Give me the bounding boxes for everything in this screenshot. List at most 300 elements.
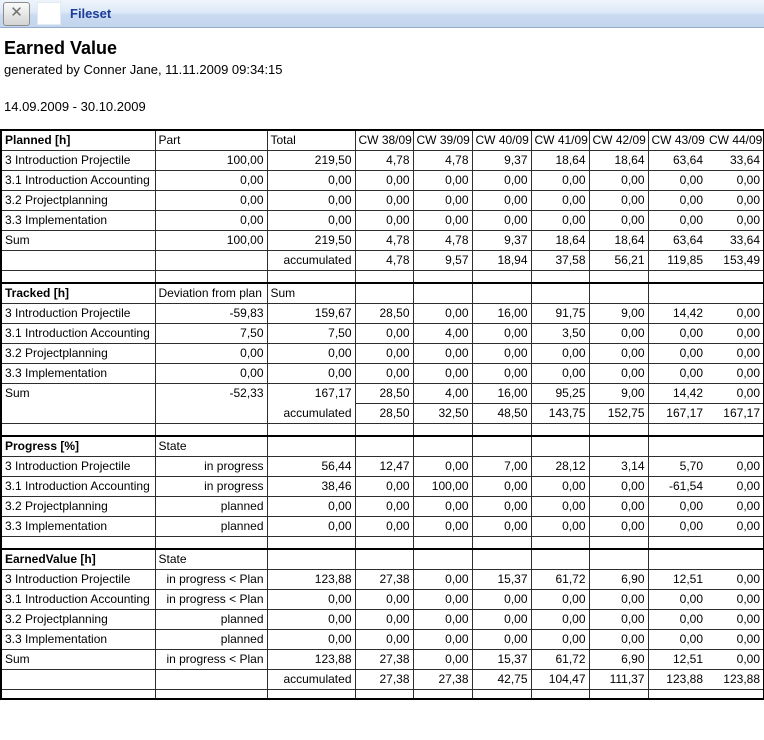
value-cell: 0,00 — [472, 343, 531, 363]
column-header-cell — [355, 436, 413, 456]
value-cell: 9,37 — [472, 150, 531, 170]
value-cell: 9,00 — [589, 383, 648, 403]
spacer-cell — [648, 536, 706, 549]
value-cell: 219,50 — [267, 230, 355, 250]
value-cell: 0,00 — [531, 496, 589, 516]
value-cell: 27,38 — [355, 669, 413, 689]
column-header-cell: CW 38/09 — [355, 130, 413, 150]
spacer-row — [1, 270, 764, 283]
value-cell: 61,72 — [531, 649, 589, 669]
spacer-cell — [267, 536, 355, 549]
row-label-cell: 3 Introduction Projectile — [1, 569, 155, 589]
value-cell: 28,12 — [531, 456, 589, 476]
value-cell: 0,00 — [589, 323, 648, 343]
column-header-cell: CW 42/09 — [589, 130, 648, 150]
row-label-cell: 3.3 Implementation — [1, 629, 155, 649]
value-cell: 123,88 — [267, 649, 355, 669]
value-cell: 0,00 — [706, 170, 764, 190]
column-header-cell: CW 40/09 — [472, 130, 531, 150]
spacer-cell — [155, 270, 267, 283]
column-header-cell — [413, 549, 472, 569]
value-cell: 0,00 — [648, 323, 706, 343]
section-header-row — [1, 130, 764, 150]
value-cell: 0,00 — [648, 343, 706, 363]
row-label-cell: 3.2 Projectplanning — [1, 609, 155, 629]
table-row — [1, 609, 764, 629]
value-cell: 63,64 — [648, 150, 706, 170]
value-cell — [155, 669, 267, 689]
value-cell: 0,00 — [706, 383, 764, 403]
value-cell: 0,00 — [267, 343, 355, 363]
value-cell: 91,75 — [531, 303, 589, 323]
column-header-cell — [706, 549, 764, 569]
value-cell: 4,78 — [413, 230, 472, 250]
value-cell: 0,00 — [413, 303, 472, 323]
value-cell: 0,00 — [267, 589, 355, 609]
value-cell: in progress — [155, 456, 267, 476]
value-cell: 0,00 — [706, 363, 764, 383]
row-label-cell: 3 Introduction Projectile — [1, 456, 155, 476]
table-row — [1, 170, 764, 190]
value-cell: 0,00 — [648, 629, 706, 649]
value-cell: 0,00 — [413, 456, 472, 476]
value-cell: 0,00 — [413, 496, 472, 516]
value-cell: 3,14 — [589, 456, 648, 476]
section-header-row — [1, 283, 764, 303]
row-label-cell: Sum — [1, 230, 155, 250]
value-cell: 6,90 — [589, 649, 648, 669]
table-row — [1, 589, 764, 609]
value-cell: 0,00 — [472, 323, 531, 343]
row-label-cell: 3 Introduction Projectile — [1, 303, 155, 323]
section-title-cell: Planned [h] — [1, 130, 155, 150]
value-cell: 0,00 — [472, 629, 531, 649]
value-cell: 0,00 — [648, 496, 706, 516]
value-cell: 0,00 — [706, 456, 764, 476]
row-label-cell: 3.1 Introduction Accounting — [1, 476, 155, 496]
column-header-cell — [648, 283, 706, 303]
value-cell: 0,00 — [413, 190, 472, 210]
value-cell: 18,94 — [472, 250, 531, 270]
value-cell: 5,70 — [648, 456, 706, 476]
column-header-cell: CW 39/09 — [413, 130, 472, 150]
value-cell: 16,00 — [472, 383, 531, 403]
spacer-cell — [355, 423, 413, 436]
value-cell: 0,00 — [472, 496, 531, 516]
value-cell: 15,37 — [472, 649, 531, 669]
column-header-cell: Deviation from plan — [155, 283, 267, 303]
value-cell: 0,00 — [413, 210, 472, 230]
spacer-cell — [706, 270, 764, 283]
value-cell: 48,50 — [472, 403, 531, 423]
value-cell: 0,00 — [589, 589, 648, 609]
value-cell: 0,00 — [531, 343, 589, 363]
value-cell: 0,00 — [706, 629, 764, 649]
value-cell: 0,00 — [355, 343, 413, 363]
spacer-cell — [531, 536, 589, 549]
value-cell: 27,38 — [413, 669, 472, 689]
value-cell: 7,00 — [472, 456, 531, 476]
tab-favicon — [37, 2, 61, 25]
value-cell: 0,00 — [472, 363, 531, 383]
value-cell: 0,00 — [589, 190, 648, 210]
value-cell: 0,00 — [355, 210, 413, 230]
value-cell: 143,75 — [531, 403, 589, 423]
spacer-cell — [155, 689, 267, 699]
column-header-cell — [355, 549, 413, 569]
value-cell: 9,37 — [472, 230, 531, 250]
value-cell: 4,78 — [413, 150, 472, 170]
value-cell: -61,54 — [648, 476, 706, 496]
column-header-cell — [648, 549, 706, 569]
close-icon: ✕ — [10, 3, 23, 21]
row-label-cell: 3.3 Implementation — [1, 210, 155, 230]
table-row — [1, 456, 764, 476]
spacer-cell — [267, 689, 355, 699]
value-cell: 28,50 — [355, 303, 413, 323]
page-title: Earned Value — [4, 38, 118, 58]
date-range: 14.09.2009 - 30.10.2009 — [4, 99, 146, 114]
value-cell: planned — [155, 496, 267, 516]
value-cell: 0,00 — [589, 629, 648, 649]
column-header-cell — [472, 436, 531, 456]
value-cell: 9,00 — [589, 303, 648, 323]
value-cell: 0,00 — [706, 589, 764, 609]
section-header-row — [1, 549, 764, 569]
row-label-cell: Sum — [1, 649, 155, 669]
value-cell: 0,00 — [648, 609, 706, 629]
table-row — [1, 190, 764, 210]
value-cell: -59,83 — [155, 303, 267, 323]
value-cell: 0,00 — [355, 476, 413, 496]
value-cell: 15,37 — [472, 569, 531, 589]
value-cell: 167,17 — [648, 403, 706, 423]
value-cell: 0,00 — [472, 609, 531, 629]
value-cell: 0,00 — [706, 476, 764, 496]
spacer-cell — [355, 689, 413, 699]
value-cell: 63,64 — [648, 230, 706, 250]
column-header-cell — [267, 549, 355, 569]
value-cell: 0,00 — [413, 170, 472, 190]
value-cell: 0,00 — [589, 343, 648, 363]
value-cell: 4,00 — [413, 323, 472, 343]
value-cell: 33,64 — [706, 150, 764, 170]
column-header-cell — [531, 436, 589, 456]
value-cell: 111,37 — [589, 669, 648, 689]
row-label-cell: Sum — [1, 383, 155, 403]
row-label-cell — [1, 250, 155, 270]
value-cell: 0,00 — [531, 476, 589, 496]
table-row — [1, 476, 764, 496]
value-cell: 4,78 — [355, 250, 413, 270]
value-cell: 119,85 — [648, 250, 706, 270]
value-cell: 38,46 — [267, 476, 355, 496]
value-cell: -52,33 — [155, 383, 267, 403]
value-cell: 0,00 — [531, 210, 589, 230]
value-cell: 0,00 — [531, 170, 589, 190]
value-cell: 4,78 — [355, 150, 413, 170]
value-cell: 18,64 — [589, 150, 648, 170]
spacer-cell — [589, 270, 648, 283]
value-cell: 167,17 — [706, 403, 764, 423]
row-label-cell: 3.2 Projectplanning — [1, 343, 155, 363]
value-cell: 100,00 — [155, 150, 267, 170]
value-cell: 100,00 — [413, 476, 472, 496]
value-cell: 0,00 — [648, 210, 706, 230]
column-header-cell: Part — [155, 130, 267, 150]
value-cell: 0,00 — [706, 609, 764, 629]
value-cell: 95,25 — [531, 383, 589, 403]
spacer-cell — [472, 423, 531, 436]
spacer-cell — [589, 689, 648, 699]
row-label-cell: 3.3 Implementation — [1, 363, 155, 383]
row-label-cell: 3.3 Implementation — [1, 516, 155, 536]
tab-fileset[interactable]: Fileset — [70, 6, 112, 21]
report-table-body — [1, 130, 764, 699]
value-cell: 0,00 — [531, 516, 589, 536]
value-cell: 0,00 — [267, 629, 355, 649]
value-cell: in progress < Plan — [155, 569, 267, 589]
spacer-cell — [413, 536, 472, 549]
table-row — [1, 250, 764, 270]
value-cell: 27,38 — [355, 649, 413, 669]
column-header-cell — [706, 436, 764, 456]
value-cell: planned — [155, 609, 267, 629]
row-label-cell: 3.2 Projectplanning — [1, 496, 155, 516]
value-cell: 0,00 — [155, 363, 267, 383]
value-cell: 0,00 — [531, 363, 589, 383]
value-cell: 0,00 — [589, 363, 648, 383]
value-cell: 0,00 — [472, 210, 531, 230]
column-header-cell: CW 41/09 — [531, 130, 589, 150]
row-label-cell: 3.2 Projectplanning — [1, 190, 155, 210]
row-label-cell: 3 Introduction Projectile — [1, 150, 155, 170]
section-title-cell: Progress [%] — [1, 436, 155, 456]
table-row — [1, 403, 764, 423]
value-cell: 100,00 — [155, 230, 267, 250]
spacer-cell — [589, 536, 648, 549]
value-cell: 0,00 — [531, 629, 589, 649]
value-cell: 0,00 — [155, 170, 267, 190]
value-cell: 104,47 — [531, 669, 589, 689]
spacer-cell — [531, 689, 589, 699]
column-header-cell — [589, 549, 648, 569]
row-label-cell: 3.1 Introduction Accounting — [1, 170, 155, 190]
value-cell: 0,00 — [267, 609, 355, 629]
value-cell: 0,00 — [589, 210, 648, 230]
column-header-cell — [531, 549, 589, 569]
column-header-cell — [589, 283, 648, 303]
value-cell: 152,75 — [589, 403, 648, 423]
value-cell: 0,00 — [413, 629, 472, 649]
value-cell: 0,00 — [706, 303, 764, 323]
titlebar — [0, 0, 764, 28]
value-cell: 12,51 — [648, 569, 706, 589]
value-cell: accumulated — [267, 403, 355, 423]
value-cell: 18,64 — [589, 230, 648, 250]
spacer-cell — [648, 270, 706, 283]
table-row — [1, 210, 764, 230]
spacer-cell — [413, 689, 472, 699]
spacer-cell — [589, 423, 648, 436]
value-cell: 0,00 — [706, 649, 764, 669]
value-cell: 18,64 — [531, 150, 589, 170]
spacer-cell — [413, 270, 472, 283]
value-cell: 0,00 — [355, 170, 413, 190]
column-header-cell — [589, 436, 648, 456]
value-cell: 56,44 — [267, 456, 355, 476]
spacer-cell — [355, 536, 413, 549]
value-cell: accumulated — [267, 669, 355, 689]
value-cell: 0,00 — [589, 476, 648, 496]
column-header-cell — [413, 436, 472, 456]
value-cell: 61,72 — [531, 569, 589, 589]
spacer-cell — [531, 270, 589, 283]
value-cell: 0,00 — [155, 343, 267, 363]
table-row — [1, 569, 764, 589]
column-header-cell — [648, 436, 706, 456]
table-row — [1, 230, 764, 250]
spacer-cell — [1, 689, 155, 699]
value-cell: 0,00 — [413, 649, 472, 669]
table-row — [1, 649, 764, 669]
column-header-cell: CW 44/09 — [706, 130, 764, 150]
value-cell: 0,00 — [355, 516, 413, 536]
value-cell: 0,00 — [267, 210, 355, 230]
value-cell — [155, 403, 267, 423]
spacer-row — [1, 536, 764, 549]
value-cell: 0,00 — [267, 496, 355, 516]
value-cell: 0,00 — [472, 589, 531, 609]
value-cell: 0,00 — [413, 516, 472, 536]
value-cell: 0,00 — [355, 589, 413, 609]
column-header-cell — [472, 549, 531, 569]
column-header-cell: Total — [267, 130, 355, 150]
spacer-cell — [413, 423, 472, 436]
generated-by-line: generated by Conner Jane, 11.11.2009 09:34:15 — [4, 62, 283, 77]
value-cell: planned — [155, 516, 267, 536]
section-header-row — [1, 436, 764, 456]
value-cell: 0,00 — [648, 589, 706, 609]
value-cell: 0,00 — [472, 170, 531, 190]
value-cell: 219,50 — [267, 150, 355, 170]
value-cell: 0,00 — [706, 210, 764, 230]
spacer-cell — [531, 423, 589, 436]
value-cell: 0,00 — [472, 476, 531, 496]
value-cell: 0,00 — [355, 323, 413, 343]
value-cell: 0,00 — [472, 516, 531, 536]
value-cell: 56,21 — [589, 250, 648, 270]
value-cell: 167,17 — [267, 383, 355, 403]
table-row — [1, 383, 764, 403]
column-header-cell — [531, 283, 589, 303]
value-cell: 0,00 — [589, 496, 648, 516]
section-title-cell: Tracked [h] — [1, 283, 155, 303]
value-cell: 4,78 — [355, 230, 413, 250]
value-cell: in progress < Plan — [155, 649, 267, 669]
spacer-cell — [1, 423, 155, 436]
spacer-cell — [267, 423, 355, 436]
value-cell: 42,75 — [472, 669, 531, 689]
value-cell: 0,00 — [706, 323, 764, 343]
value-cell: 0,00 — [706, 569, 764, 589]
value-cell: 153,49 — [706, 250, 764, 270]
value-cell: 0,00 — [706, 496, 764, 516]
column-header-cell: Sum — [267, 283, 355, 303]
section-title-cell: EarnedValue [h] — [1, 549, 155, 569]
table-row — [1, 629, 764, 649]
value-cell: 0,00 — [706, 190, 764, 210]
column-header-cell — [472, 283, 531, 303]
value-cell: 0,00 — [589, 170, 648, 190]
value-cell: 28,50 — [355, 383, 413, 403]
value-cell: 123,88 — [648, 669, 706, 689]
value-cell: 159,67 — [267, 303, 355, 323]
value-cell: 14,42 — [648, 383, 706, 403]
value-cell: 0,00 — [267, 516, 355, 536]
spacer-cell — [706, 689, 764, 699]
spacer-cell — [472, 689, 531, 699]
table-row — [1, 343, 764, 363]
value-cell: 0,00 — [267, 363, 355, 383]
close-button[interactable] — [3, 2, 30, 26]
value-cell — [155, 250, 267, 270]
value-cell: 0,00 — [589, 609, 648, 629]
value-cell: 0,00 — [531, 190, 589, 210]
value-cell: 0,00 — [413, 343, 472, 363]
value-cell: 0,00 — [355, 363, 413, 383]
table-row — [1, 150, 764, 170]
table-row — [1, 363, 764, 383]
value-cell: 27,38 — [355, 569, 413, 589]
value-cell: 0,00 — [355, 629, 413, 649]
row-label-cell — [1, 669, 155, 689]
value-cell: 0,00 — [648, 363, 706, 383]
table-row — [1, 669, 764, 689]
value-cell: 0,00 — [267, 190, 355, 210]
spacer-row — [1, 689, 764, 699]
value-cell: 0,00 — [355, 496, 413, 516]
value-cell: 12,51 — [648, 649, 706, 669]
spacer-row — [1, 423, 764, 436]
table-row — [1, 496, 764, 516]
column-header-cell — [267, 436, 355, 456]
spacer-cell — [155, 423, 267, 436]
table-row — [1, 516, 764, 536]
value-cell: 0,00 — [355, 190, 413, 210]
value-cell: 0,00 — [472, 190, 531, 210]
value-cell: 18,64 — [531, 230, 589, 250]
value-cell: 123,88 — [267, 569, 355, 589]
value-cell: 9,57 — [413, 250, 472, 270]
value-cell: 4,00 — [413, 383, 472, 403]
value-cell: 0,00 — [648, 516, 706, 536]
row-label-cell — [1, 403, 155, 423]
value-cell: planned — [155, 629, 267, 649]
value-cell: in progress < Plan — [155, 589, 267, 609]
value-cell: 3,50 — [531, 323, 589, 343]
value-cell: 0,00 — [413, 589, 472, 609]
value-cell: 33,64 — [706, 230, 764, 250]
spacer-cell — [1, 536, 155, 549]
value-cell: 16,00 — [472, 303, 531, 323]
value-cell: 7,50 — [267, 323, 355, 343]
value-cell: 123,88 — [706, 669, 764, 689]
value-cell: 0,00 — [355, 609, 413, 629]
value-cell: 0,00 — [648, 170, 706, 190]
column-header-cell: CW 43/09 — [648, 130, 706, 150]
column-header-cell: State — [155, 436, 267, 456]
